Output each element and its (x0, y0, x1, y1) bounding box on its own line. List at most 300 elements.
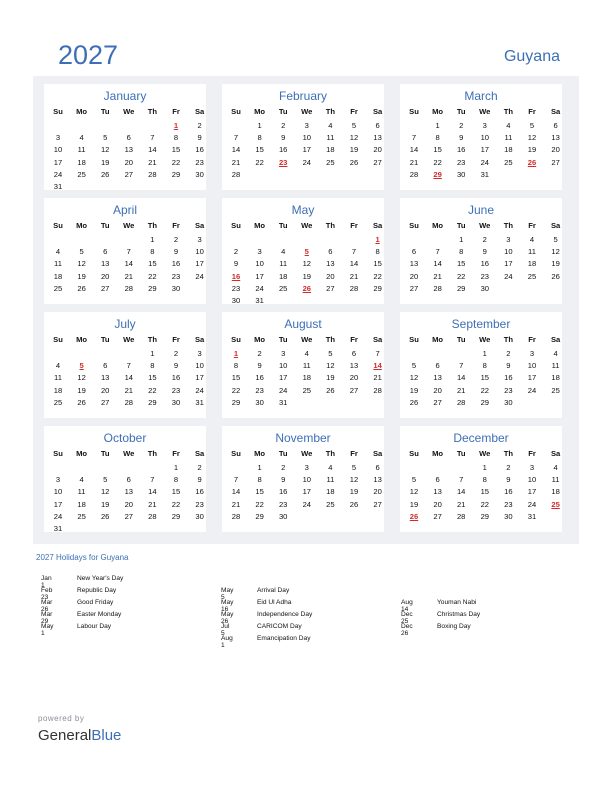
calendar-day: 20 (373, 487, 382, 497)
calendar-day: 17 (53, 499, 63, 509)
calendar-day: 13 (551, 133, 560, 143)
weekday-header: Su (53, 221, 63, 230)
calendar-day: 4 (79, 475, 84, 485)
calendar-day: 15 (255, 487, 264, 497)
calendar-day: 6 (553, 121, 558, 130)
calendar-day: 10 (195, 247, 204, 257)
calendar-day: 7 (150, 133, 155, 143)
calendar-day: 12 (409, 373, 419, 383)
month-december (400, 426, 562, 532)
calendar-day: 24 (195, 385, 204, 395)
calendar-day: 11 (551, 361, 560, 371)
weekday-header: Th (147, 449, 158, 458)
weekday-header: Mo (432, 221, 444, 230)
calendar-day: 7 (351, 247, 357, 257)
calendar-day: 24 (278, 385, 288, 395)
calendar-day: 11 (77, 145, 86, 155)
calendar-day: 22 (373, 271, 382, 281)
calendar-day: 2 (173, 349, 179, 358)
calendar-day: 16 (504, 487, 513, 497)
calendar-day: 14 (231, 487, 241, 497)
month-title: September (451, 317, 511, 331)
holiday-date: 1 (375, 235, 380, 244)
calendar-day: 19 (302, 271, 312, 281)
calendar-day: 24 (302, 157, 312, 167)
holiday-date-label: May 26 (221, 611, 234, 625)
weekday-header: Sa (194, 335, 205, 344)
calendar-day: 3 (304, 463, 309, 472)
calendar-day: 13 (124, 145, 134, 155)
weekday-header: Tu (100, 107, 110, 116)
calendar-day: 10 (195, 361, 204, 371)
weekday-header: Th (325, 335, 336, 344)
calendar-day: 13 (100, 373, 110, 383)
month-title: April (112, 203, 137, 217)
calendar-day: 21 (148, 157, 157, 167)
calendar-day: 27 (409, 283, 419, 293)
holiday-name: Christmas Day (437, 611, 481, 618)
weekday-header: Su (409, 335, 419, 344)
calendar-day: 28 (349, 283, 359, 293)
weekday-header: Tu (278, 107, 288, 116)
calendar-day: 15 (480, 487, 490, 497)
holiday-date: 5 (79, 361, 84, 371)
holiday-name: Labour Day (77, 623, 112, 630)
calendar-day: 23 (480, 271, 490, 281)
calendar-day: 26 (349, 157, 359, 167)
month-march (400, 84, 562, 190)
holiday-date-label: Dec 26 (401, 623, 413, 637)
calendar-day: 28 (124, 283, 134, 293)
calendar-day: 23 (504, 385, 513, 395)
month-title: October (103, 431, 147, 445)
weekday-header: We (479, 221, 491, 230)
calendar-day: 13 (373, 475, 382, 485)
calendar-day: 4 (304, 349, 309, 358)
calendar-day: 1 (482, 463, 487, 472)
logo-general: General (38, 727, 92, 744)
calendar-day: 19 (349, 145, 359, 155)
calendar-day: 17 (302, 487, 312, 497)
calendar-day: 2 (482, 235, 487, 244)
calendar-day: 31 (53, 182, 63, 191)
weekday-header: Su (53, 335, 63, 344)
weekday-header: Su (53, 107, 63, 116)
weekday-header: We (123, 221, 135, 230)
calendar-day: 3 (482, 121, 487, 130)
month-title: March (464, 89, 498, 103)
weekday-header: Th (325, 107, 336, 116)
calendar-day: 18 (302, 373, 312, 383)
calendar-day: 10 (255, 259, 264, 269)
calendar-day: 28 (148, 511, 157, 521)
calendar-day: 28 (231, 169, 241, 179)
weekday-header: Sa (194, 107, 205, 116)
calendar-day: 23 (231, 283, 241, 293)
calendar-day: 18 (527, 259, 537, 269)
holiday-name: New Year's Day (77, 575, 124, 582)
calendar-day: 13 (124, 487, 134, 497)
weekday-header: Sa (550, 449, 561, 458)
calendar-day: 5 (553, 235, 558, 244)
weekday-header: Fr (528, 335, 536, 344)
calendar-day: 10 (480, 133, 490, 143)
weekday-header: Tu (456, 449, 466, 458)
calendar-day: 14 (409, 145, 419, 155)
calendar-day: 17 (302, 145, 312, 155)
calendar-day: 30 (504, 397, 513, 407)
calendar-day: 12 (409, 487, 419, 497)
calendar-day: 3 (197, 235, 202, 244)
weekday-header: Th (147, 107, 158, 116)
holiday-date: 26 (409, 511, 419, 521)
calendar-day: 22 (148, 271, 157, 281)
weekday-header: Tu (100, 449, 110, 458)
calendar-day: 23 (278, 499, 288, 509)
calendar-day: 2 (506, 349, 511, 358)
calendar-day: 31 (278, 397, 288, 407)
calendar-day: 1 (173, 463, 179, 472)
calendar-day: 17 (195, 373, 204, 383)
month-may (222, 198, 384, 304)
calendar-day: 8 (233, 361, 239, 371)
calendar-day: 10 (302, 133, 312, 143)
calendar-day: 21 (456, 499, 466, 509)
calendar-day: 19 (100, 499, 110, 509)
weekday-header: Th (503, 335, 514, 344)
calendar-day: 17 (480, 145, 490, 155)
calendar-day: 27 (326, 283, 335, 293)
calendar-day: 20 (100, 385, 110, 395)
calendar-day: 6 (435, 475, 440, 485)
calendar-day: 4 (281, 247, 286, 257)
country-title: Guyana (503, 48, 560, 65)
calendar-day: 24 (255, 283, 264, 293)
calendar-day: 7 (126, 247, 131, 257)
calendar-day: 4 (55, 361, 61, 371)
calendar-day: 25 (77, 169, 86, 179)
holiday-date: 25 (551, 499, 560, 509)
weekday-header: Sa (194, 221, 205, 230)
calendar-day: 17 (255, 271, 264, 281)
calendar-day: 21 (148, 499, 157, 509)
weekday-header: Fr (172, 221, 180, 230)
calendar-day: 7 (150, 475, 155, 485)
calendar-day: 12 (527, 133, 537, 143)
weekday-header: Th (503, 449, 514, 458)
calendar-day: 8 (257, 475, 262, 485)
calendar-day: 17 (527, 487, 537, 497)
weekday-header: We (123, 107, 135, 116)
calendar-day: 7 (375, 349, 380, 358)
calendar-day: 11 (54, 373, 62, 383)
calendar-day: 16 (171, 373, 181, 383)
weekday-header: Fr (172, 107, 180, 116)
calendar-day: 8 (173, 475, 179, 485)
weekday-header: Mo (254, 221, 266, 230)
calendar-day: 3 (257, 247, 262, 257)
calendar-day: 31 (255, 296, 264, 305)
month-october (44, 426, 206, 532)
calendar-grid (33, 76, 579, 544)
weekday-header: Mo (432, 449, 444, 458)
calendar-day: 12 (77, 373, 86, 383)
calendar-day: 9 (506, 361, 511, 371)
holiday-date-label: May 5 (221, 587, 234, 601)
calendar-day: 3 (304, 121, 309, 130)
weekday-header: We (123, 335, 135, 344)
calendar-day: 23 (255, 385, 264, 395)
weekday-header: Tu (278, 221, 288, 230)
holiday-date: 1 (173, 121, 179, 130)
calendar-day: 2 (281, 121, 286, 130)
calendar-day: 4 (328, 121, 333, 130)
calendar-day: 24 (195, 271, 204, 281)
calendar-day: 29 (148, 397, 157, 407)
calendar-day: 25 (53, 397, 63, 407)
month-september (400, 312, 562, 418)
calendar-day: 12 (349, 133, 359, 143)
weekday-header: Mo (76, 449, 88, 458)
weekday-header: Mo (432, 107, 444, 116)
calendar-day: 22 (171, 157, 181, 167)
weekday-header: Fr (350, 221, 358, 230)
calendar-day: 5 (529, 121, 535, 130)
holiday-date: 26 (302, 283, 312, 293)
holiday-date-label: Jan 1 (41, 575, 52, 589)
calendar-day: 3 (281, 349, 286, 358)
calendar-day: 25 (53, 283, 63, 293)
calendar-day: 14 (124, 373, 134, 383)
holiday-name: CARICOM Day (257, 623, 302, 630)
weekday-header: Th (147, 335, 158, 344)
calendar-day: 7 (411, 133, 417, 143)
calendar-day: 12 (100, 487, 110, 497)
calendar-day: 16 (480, 259, 490, 269)
calendar-day: 13 (373, 133, 382, 143)
calendar-day: 20 (124, 499, 134, 509)
weekday-header: Su (231, 449, 241, 458)
calendar-day: 19 (77, 271, 86, 281)
weekday-header: Tu (278, 449, 288, 458)
calendar-day: 27 (124, 169, 134, 179)
calendar-day: 22 (255, 157, 264, 167)
calendar-day: 22 (433, 157, 442, 167)
calendar-day: 16 (278, 487, 288, 497)
calendar-day: 20 (349, 373, 359, 383)
calendar-day: 30 (195, 511, 204, 521)
month-title: January (103, 89, 147, 103)
holiday-date: 1 (233, 349, 239, 358)
weekday-header: Mo (254, 335, 266, 344)
calendar-day: 2 (197, 121, 202, 130)
calendar-day: 16 (195, 487, 204, 497)
calendar-day: 14 (456, 487, 466, 497)
weekday-header: We (479, 449, 491, 458)
calendar-day: 1 (482, 349, 487, 358)
calendar-day: 30 (231, 296, 241, 305)
weekday-header: Th (147, 221, 158, 230)
calendar-day: 16 (195, 145, 204, 155)
calendar-day: 19 (527, 145, 537, 155)
calendar-day: 11 (504, 133, 513, 143)
month-june (400, 198, 562, 304)
calendar-day: 26 (551, 271, 560, 281)
weekday-header: Fr (172, 449, 180, 458)
holiday-date-label: May 16 (221, 599, 234, 613)
weekday-header: Su (231, 107, 241, 116)
calendar-day: 6 (126, 475, 131, 485)
holiday-date: 23 (278, 157, 288, 167)
calendar-day: 2 (173, 235, 179, 244)
calendar-day: 14 (124, 259, 134, 269)
calendar-day: 18 (278, 271, 288, 281)
calendar-day: 24 (53, 169, 63, 179)
calendar-day: 3 (529, 463, 535, 472)
weekday-header: Tu (456, 335, 466, 344)
weekday-header: Mo (432, 335, 444, 344)
calendar-day: 4 (79, 133, 84, 143)
calendar-day: 3 (197, 349, 202, 358)
holiday-date-label: Feb 23 (41, 587, 53, 601)
weekday-header: Sa (372, 107, 383, 116)
calendar-day: 6 (375, 121, 380, 130)
calendar-day: 20 (326, 271, 335, 281)
calendar-day: 14 (148, 145, 157, 155)
calendar-day: 15 (255, 145, 264, 155)
calendar-day: 4 (506, 121, 511, 130)
month-title: December (453, 431, 509, 445)
calendar-day: 12 (302, 259, 312, 269)
calendar-day: 9 (197, 475, 202, 485)
weekday-header: Su (409, 107, 419, 116)
calendar-day: 9 (482, 247, 487, 257)
calendar-day: 29 (255, 511, 264, 521)
calendar-day: 26 (77, 397, 86, 407)
weekday-header: Su (409, 449, 419, 458)
weekday-header: Mo (254, 107, 266, 116)
calendar-day: 6 (103, 247, 108, 257)
calendar-day: 2 (257, 349, 262, 358)
weekday-header: Su (53, 449, 63, 458)
calendar-day: 17 (53, 157, 63, 167)
calendar-day: 5 (79, 247, 84, 257)
calendar-day: 8 (435, 133, 440, 143)
calendar-day: 30 (480, 283, 490, 293)
calendar-day: 20 (433, 385, 442, 395)
calendar-day: 11 (326, 133, 335, 143)
calendar-day: 28 (456, 511, 466, 521)
holiday-date: 29 (433, 169, 442, 179)
calendar-day: 15 (480, 373, 490, 383)
calendar-day: 29 (480, 511, 490, 521)
calendar-day: 20 (100, 271, 110, 281)
weekday-header: Fr (172, 335, 180, 344)
generalblue-logo[interactable] (38, 727, 121, 744)
calendar-day: 8 (257, 133, 262, 143)
calendar-day: 30 (456, 169, 466, 179)
calendar-day: 1 (257, 463, 262, 472)
weekday-header: Sa (550, 221, 561, 230)
calendar-day: 14 (349, 259, 359, 269)
calendar-day: 7 (435, 247, 440, 257)
weekday-header: We (301, 335, 313, 344)
weekday-header: Th (503, 221, 514, 230)
calendar-day: 3 (506, 235, 511, 244)
weekday-header: Mo (76, 335, 88, 344)
month-title: June (467, 203, 495, 217)
calendar-day: 11 (551, 475, 560, 485)
month-title: May (291, 203, 315, 217)
calendar-day: 24 (302, 499, 312, 509)
calendar-day: 1 (150, 235, 155, 244)
calendar-day: 13 (349, 361, 359, 371)
calendar-day: 1 (257, 121, 262, 130)
calendar-day: 18 (551, 373, 560, 383)
calendar-day: 27 (100, 397, 110, 407)
weekday-header: Fr (350, 107, 358, 116)
calendar-day: 30 (171, 397, 181, 407)
calendar-day: 13 (433, 373, 442, 383)
calendar-day: 19 (409, 385, 419, 395)
calendar-day: 28 (456, 397, 466, 407)
calendar-day: 8 (150, 361, 155, 371)
calendar-day: 25 (77, 511, 86, 521)
calendar-day: 18 (326, 145, 335, 155)
calendar-day: 18 (77, 499, 86, 509)
calendar-day: 22 (255, 499, 264, 509)
calendar-day: 26 (326, 385, 335, 395)
calendar-day: 4 (55, 247, 61, 257)
logo-blue: Blue (91, 727, 122, 744)
weekday-header: Mo (254, 449, 266, 458)
calendar-day: 15 (231, 373, 241, 383)
weekday-header: We (301, 221, 313, 230)
calendar-day: 20 (409, 271, 419, 281)
calendar-day: 30 (504, 511, 513, 521)
calendar-day: 20 (433, 499, 442, 509)
year-title: 2027 (58, 40, 119, 70)
holiday-name: Emancipation Day (257, 635, 311, 642)
calendar-day: 12 (100, 145, 110, 155)
weekday-header: Sa (194, 449, 205, 458)
calendar-day: 13 (326, 259, 335, 269)
calendar-day: 30 (255, 397, 264, 407)
calendar-day: 30 (195, 169, 204, 179)
powered-by-text: powered by (38, 714, 85, 723)
calendar-day: 28 (409, 169, 419, 179)
month-april (44, 198, 206, 304)
calendar-day: 13 (409, 259, 419, 269)
calendar-day: 27 (433, 397, 442, 407)
weekday-header: We (301, 449, 313, 458)
holiday-name: Youman Nabi (437, 599, 477, 606)
calendar-day: 4 (553, 349, 558, 358)
calendar-day: 25 (326, 499, 335, 509)
calendar-day: 11 (279, 259, 288, 269)
calendar-day: 26 (409, 397, 419, 407)
calendar-day: 31 (480, 169, 490, 179)
weekday-header: Fr (528, 221, 536, 230)
calendar-day: 19 (551, 259, 560, 269)
weekday-header: Mo (76, 221, 88, 230)
calendar-day: 28 (433, 283, 442, 293)
calendar-day: 29 (148, 283, 157, 293)
calendar-day: 21 (231, 499, 241, 509)
calendar-day: 20 (373, 145, 382, 155)
calendar-day: 28 (148, 169, 157, 179)
holiday-name: Easter Monday (77, 611, 122, 618)
